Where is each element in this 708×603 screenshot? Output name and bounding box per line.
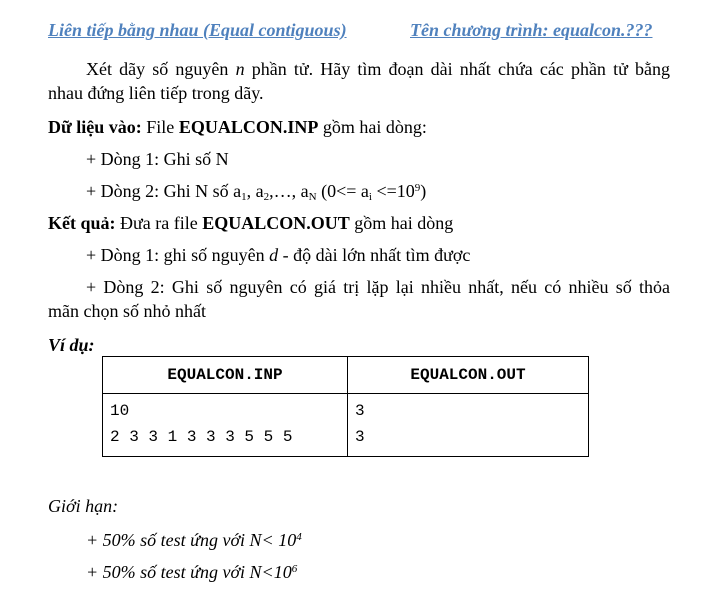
output-cell — [348, 394, 589, 457]
sub-1: 1 — [241, 191, 247, 203]
cond-a: (0<= a — [316, 181, 369, 201]
output-line-1-b: - độ dài lớn nhất tìm được — [278, 245, 471, 265]
cond-c: ) — [420, 181, 427, 201]
example-label-text: Ví dụ: — [48, 335, 95, 355]
table-header-row — [103, 357, 589, 394]
limit-line-2 — [86, 562, 297, 583]
sup-9: 9 — [414, 182, 421, 194]
output-label: Kết quả: — [48, 213, 116, 233]
example-label — [48, 332, 670, 358]
intro-text-a: Xét dãy số nguyên — [86, 59, 236, 79]
output-line-2: + Dòng 2: Ghi số nguyên có giá trị lặp lại nhiều nhất, nếu có nhiều số thỏa — [86, 277, 670, 297]
input-cell — [103, 394, 348, 457]
intro-line-1 — [86, 56, 670, 82]
output-line: 3 — [355, 428, 365, 446]
program-name: Tên chương trình: equalcon.??? — [410, 20, 653, 40]
input-line-1: + Dòng 1: Ghi số N — [86, 149, 229, 169]
limit-2-text: + 50% số test ứng với N<10 — [86, 562, 292, 582]
input-text-a: File — [141, 117, 179, 137]
var-n: n — [235, 59, 245, 79]
input-heading — [48, 114, 670, 140]
sep-1: , a — [246, 181, 264, 201]
table-row — [103, 394, 589, 457]
input-line-2 — [86, 178, 670, 204]
limit-2-exp: 6 — [291, 563, 298, 575]
output-text-a: Đưa ra file — [115, 213, 203, 233]
cond-b: <=10 — [371, 181, 415, 201]
example-table — [102, 356, 589, 457]
output-line-1 — [86, 242, 670, 268]
input-label: Dữ liệu vào: — [48, 117, 142, 137]
var-d: d — [269, 245, 279, 265]
limit-line-1 — [86, 530, 302, 551]
limit-1-text: + 50% số test ứng với N< 10 — [86, 530, 297, 550]
output-text-b: gồm hai dòng — [349, 213, 454, 233]
input-text-b: gồm hai dòng: — [318, 117, 427, 137]
intro-text-b: phần tử. Hãy tìm đoạn dài nhất chứa các phần tử bằng — [244, 59, 670, 79]
problem-title: Liên tiếp bằng nhau (Equal contiguous) — [48, 20, 347, 40]
limit-1-exp: 4 — [296, 531, 302, 543]
input-line: 10 — [110, 402, 130, 420]
input-filename: EQUALCON.INP — [178, 117, 319, 137]
header-input-file: EQUALCON.INP — [103, 357, 348, 394]
output-line-1-a: + Dòng 1: ghi số nguyên — [86, 245, 270, 265]
sep-2: ,…, a — [269, 181, 309, 201]
sub-i: i — [368, 191, 372, 203]
header-output-file: EQUALCON.OUT — [348, 357, 589, 394]
output-line: 3 — [355, 402, 365, 420]
input-line: 2 3 3 1 3 3 3 5 5 5 — [110, 428, 293, 446]
intro-line-2: nhau đứng liên tiếp trong dãy. — [48, 83, 264, 103]
output-filename: EQUALCON.OUT — [202, 213, 350, 233]
input-line-2-text: + Dòng 2: Ghi N số a — [86, 181, 242, 201]
output-line-3: mãn chọn số nhỏ nhất — [48, 301, 206, 321]
limits-label: Giới hạn: — [48, 496, 119, 516]
problem-title-bar — [48, 20, 688, 46]
sub-n: N — [308, 191, 317, 203]
output-heading — [48, 210, 670, 236]
sub-2: 2 — [263, 191, 270, 203]
